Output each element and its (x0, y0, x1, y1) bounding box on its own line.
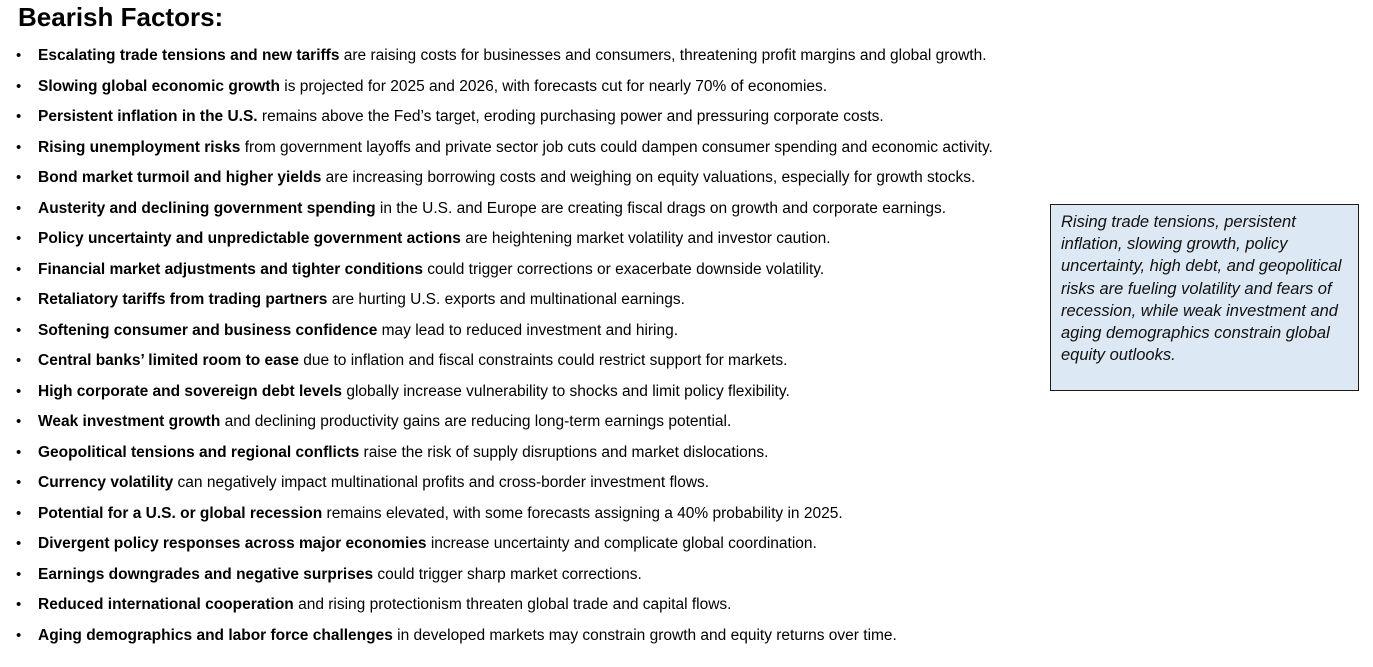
factor-text (38, 255, 824, 286)
factor-text (38, 438, 768, 469)
bullet-icon: • (16, 77, 22, 95)
factor-rest: due to inflation and fiscal constraints could restrict support for markets. (299, 352, 788, 369)
bullet-icon: • (16, 382, 22, 400)
factor-text (38, 194, 946, 225)
factor-text (38, 102, 884, 133)
factor-text (38, 72, 827, 103)
factor-lead: Earnings downgrades and negative surprises (38, 565, 374, 583)
factor-rest: could trigger corrections or exacerbate downside volatility. (422, 260, 825, 278)
bullet-icon: • (16, 565, 22, 583)
factor-text (38, 468, 709, 499)
factor-text (38, 621, 897, 652)
factor-rest: could trigger sharp market corrections. (373, 565, 642, 583)
bullet-icon: • (16, 169, 22, 186)
summary-callout-text: Rising trade tensions, persistent inflation, slowing growth, policy uncertainty, high debt, and geopolitical risks are fueling volatility and fears of recession, while weak investment and aging demographics constrain global equity outlooks. (1061, 213, 1342, 365)
factor-lead: Persistent inflation in the U.S. (38, 108, 258, 125)
factor-lead: Aging demographics and labor force challenges (38, 626, 393, 644)
bullet-icon: • (16, 443, 22, 461)
factor-lead: Slowing global economic growth (38, 77, 280, 95)
factor-text (38, 529, 817, 560)
factor-lead: Austerity and declining government spending (38, 199, 376, 217)
factor-text (38, 163, 975, 194)
factor-rest: from government layoffs and private sector job cuts could dampen consumer spending and economic activity. (240, 138, 993, 156)
factor-text (38, 407, 731, 438)
bullet-icon: • (16, 535, 22, 552)
factor-lead: Retaliatory tariffs from trading partners (38, 291, 328, 308)
summary-callout (1050, 204, 1359, 391)
bullet-icon: • (16, 413, 22, 430)
factor-text (38, 285, 685, 316)
factor-rest: are hurting U.S. exports and multinational earnings. (327, 291, 685, 308)
factor-text (38, 560, 642, 591)
factor-text (38, 316, 678, 347)
bullet-icon: • (16, 352, 22, 369)
factor-rest: is projected for 2025 and 2026, with forecasts cut for nearly 70% of economies. (279, 77, 828, 95)
factor-text (38, 590, 731, 621)
bullet-icon: • (16, 47, 22, 64)
factor-lead: Bond market turmoil and higher yields (38, 169, 322, 186)
factor-text (38, 346, 787, 377)
factor-lead: Potential for a U.S. or global recession (38, 504, 323, 522)
factor-lead: Divergent policy responses across major economies (38, 535, 427, 552)
factor-rest: and declining productivity gains are reducing long-term earnings potential. (220, 413, 732, 430)
factor-rest: may lead to reduced investment and hiring. (377, 321, 679, 339)
factor-rest: raise the risk of supply disruptions and market dislocations. (359, 443, 769, 461)
factor-rest: are heightening market volatility and investor caution. (460, 230, 831, 247)
factor-text (38, 499, 843, 530)
bullet-icon: • (16, 321, 22, 339)
factor-lead: Reduced international cooperation (38, 596, 294, 613)
factor-rest: remains above the Fed’s target, eroding purchasing power and pressuring corporate costs. (257, 108, 884, 125)
factor-text (38, 224, 831, 255)
factor-text (38, 377, 790, 408)
factor-lead: Policy uncertainty and unpredictable government actions (38, 230, 461, 247)
factor-rest: in the U.S. and Europe are creating fiscal drags on growth and corporate earnings. (375, 199, 946, 217)
factor-rest: in developed markets may constrain growth and equity returns over time. (392, 626, 897, 644)
bullet-icon: • (16, 230, 22, 247)
factor-lead: High corporate and sovereign debt levels (38, 382, 343, 400)
factor-rest: globally increase vulnerability to shocks and limit policy flexibility. (342, 382, 790, 400)
bullet-icon: • (16, 504, 22, 522)
factor-lead: Central banks’ limited room to ease (38, 352, 299, 369)
factor-lead: Financial market adjustments and tighter conditions (38, 260, 423, 278)
factor-lead: Escalating trade tensions and new tariffs (38, 47, 340, 64)
factor-lead: Rising unemployment risks (38, 138, 241, 156)
bullet-icon: • (16, 108, 22, 125)
factor-lead: Geopolitical tensions and regional conflicts (38, 443, 360, 461)
bullet-icon: • (16, 596, 22, 613)
page-title: Bearish Factors: (18, 2, 224, 32)
bullet-icon: • (16, 291, 22, 308)
factor-text (38, 133, 993, 164)
bullet-icon: • (16, 138, 22, 156)
factor-rest: remains elevated, with some forecasts assigning a 40% probability in 2025. (322, 504, 843, 522)
factor-lead: Softening consumer and business confidence (38, 321, 378, 339)
bullet-icon: • (16, 199, 22, 217)
bullet-icon: • (16, 260, 22, 278)
factor-rest: and rising protectionism threaten global trade and capital flows. (293, 596, 732, 613)
factor-rest: can negatively impact multinational profits and cross-border investment flows. (173, 474, 710, 491)
factor-rest: are increasing borrowing costs and weighing on equity valuations, especially for growth stocks. (321, 169, 976, 186)
factor-rest: are raising costs for businesses and consumers, threatening profit margins and global growth. (339, 47, 987, 64)
factor-lead: Currency volatility (38, 474, 174, 491)
bullet-icon: • (16, 626, 22, 644)
factor-lead: Weak investment growth (38, 413, 221, 430)
bullet-icon: • (16, 474, 22, 491)
factor-rest: increase uncertainty and complicate global coordination. (426, 535, 817, 552)
factor-text (38, 41, 987, 72)
